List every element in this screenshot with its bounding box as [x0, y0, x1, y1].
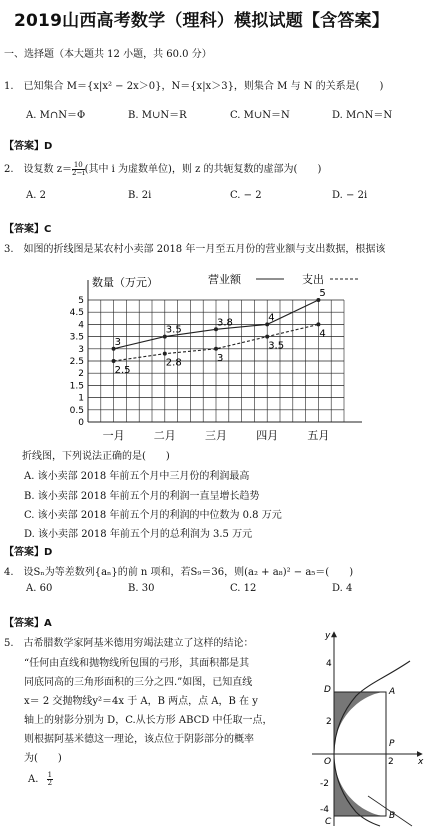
- question-5-line-2: “任何由直线和抛物线所包围的弓形，其面积都是其: [24, 658, 250, 669]
- q3-option-c: C. 该小卖部 2018 年前五个月的利润的中位数为 0.8 万元: [24, 510, 282, 521]
- q1-option-b: B. M∪N＝R: [128, 110, 187, 121]
- q1-option-c: C. M∪N＝N: [230, 110, 290, 121]
- y-tick-label: 3.5: [69, 332, 84, 343]
- question-5-line-5: 轴上的射影分别为 D，C.从长方形 ABCD 中任取一点，: [24, 715, 273, 726]
- parabola-figure: [308, 626, 426, 828]
- x-tick-label: 三月: [205, 429, 227, 442]
- question-3-text: 3. 如图的折线图是某农村小卖部 2018 年一月至五月份的营业额与支出数据，根据该: [4, 244, 386, 255]
- y-tick-label: 1.5: [69, 381, 84, 392]
- data-label-0: 3: [114, 336, 121, 348]
- point-b-label: B: [389, 811, 396, 821]
- data-label-1: 3.5: [268, 340, 285, 352]
- q2-option-d: D. − 2i: [332, 190, 368, 201]
- data-label-1: 2.5: [114, 365, 131, 376]
- data-label-0: 3.8: [217, 317, 233, 329]
- series-point-1: [265, 335, 269, 339]
- legend-label-expense: 支出: [302, 273, 324, 286]
- q4-option-d: D. 4: [332, 583, 353, 594]
- q4-option-b: B. 30: [128, 583, 155, 594]
- y-tick-label: 4: [78, 320, 84, 331]
- q3-answer: 【答案】D: [4, 547, 53, 558]
- x-tick-label: 四月: [256, 429, 279, 442]
- q5-option-a-den: 2: [47, 779, 53, 787]
- q1-option-a: A. M∩N＝Φ: [26, 110, 86, 121]
- q2-option-c: C. − 2: [230, 190, 262, 201]
- series-point-1: [163, 352, 167, 356]
- q3-option-b: B. 该小卖部 2018 年前五个月的利润一直呈增长趋势: [24, 491, 260, 502]
- q2-frac-den: 2−i: [72, 169, 85, 177]
- question-5-line-1: 5. 古希腊数学家阿基米德用穷竭法建立了这样的结论：: [4, 638, 254, 649]
- legend-label-revenue: 营业额: [208, 273, 241, 286]
- q5-option-a-fraction: [47, 772, 53, 787]
- y-tick-4: 4: [326, 659, 332, 669]
- point-d-label: D: [324, 685, 331, 695]
- y-tick-label: 4.5: [69, 308, 84, 319]
- q4-option-c: C. 12: [230, 583, 257, 594]
- y-axis-label: 数量（万元）: [92, 276, 158, 289]
- question-5-line-6: 则根据阿基米德这一理论，该点位于阴影部分的概率: [24, 734, 254, 745]
- question-4-text: 4. 设Sₙ为等差数列{aₙ}的前 n 项和，若S₉＝36，则(a₂ + a₈)² − a₅＝( ): [4, 567, 354, 578]
- q4-option-a: A. 60: [26, 583, 53, 594]
- q4-answer: 【答案】A: [4, 618, 52, 629]
- y-tick-label: 3: [78, 344, 84, 355]
- q2-suffix: (其中 i 为虚数单位)，则 z 的共轭复数的虚部为( ): [84, 164, 322, 175]
- y-tick-label: 0: [78, 418, 84, 428]
- y-tick-neg4: -4: [320, 805, 329, 815]
- y-tick-label: 1: [78, 393, 84, 404]
- q3-option-d: D. 该小卖部 2018 年前五个月的总利润为 3.5 万元: [24, 529, 253, 540]
- axis-label-y: y: [325, 631, 331, 641]
- data-label-1: 4: [319, 328, 326, 340]
- q5-option-a-num: 1: [47, 771, 53, 779]
- q2-prefix: 2. 设复数 z＝: [4, 164, 72, 175]
- question-2-text: [4, 160, 321, 177]
- x-tick-label: 一月: [102, 429, 125, 442]
- data-label-1: 3: [217, 352, 224, 364]
- series-point-1: [112, 359, 116, 363]
- q1-answer: 【答案】D: [4, 141, 53, 152]
- q2-option-b: B. 2i: [128, 190, 152, 201]
- origin-label: O: [324, 757, 332, 767]
- q2-answer: 【答案】C: [4, 224, 52, 235]
- question-5-line-7: 为( ): [24, 753, 62, 764]
- data-label-0: 4: [268, 312, 275, 324]
- data-label-0: 3.5: [165, 324, 182, 336]
- y-tick-neg2: -2: [320, 779, 329, 789]
- q2-frac-num: 10: [73, 161, 83, 169]
- q5-option-a-label: A.: [28, 774, 39, 785]
- x-tick-2: 2: [388, 757, 394, 767]
- q2-fraction: [72, 162, 85, 177]
- data-label-1: 2.8: [165, 357, 182, 369]
- y-tick-label: 2.5: [69, 357, 84, 367]
- x-tick-label: 五月: [307, 429, 330, 442]
- q5-option-a: [28, 772, 53, 787]
- question-5-line-4: x＝ 2 交抛物线y²＝4x 于 A，B 两点，点 A，B 在 y: [24, 696, 258, 707]
- point-c-label: C: [325, 817, 332, 827]
- q2-option-a: A. 2: [26, 190, 46, 201]
- line-chart: [58, 268, 378, 446]
- y-tick-2: 2: [326, 717, 332, 727]
- question-1-text: 1. 已知集合 M＝{x|x² − 2x＞0}，N＝{x|x＞3}，则集合 M 与 N 的关系是( ): [4, 81, 384, 92]
- question-5-line-3: 同底同高的三角形面积的三分之四.”如图，已知直线: [24, 677, 253, 688]
- section-header: 一、选择题（本大题共 12 小题，共 60.0 分）: [4, 49, 212, 60]
- point-p-label: P: [389, 739, 395, 749]
- x-tick-label: 二月: [153, 429, 176, 442]
- point-a-label: A: [389, 687, 396, 697]
- q1-option-d: D. M∩N＝N: [332, 110, 393, 121]
- q3-option-a: A. 该小卖部 2018 年前五个月中三月份的利润最高: [24, 471, 250, 482]
- y-tick-label: 0.5: [69, 405, 84, 416]
- shaded-region-top-fill: [334, 692, 386, 754]
- y-tick-label: 2: [78, 369, 84, 380]
- data-label-0: 5: [319, 288, 326, 299]
- axis-label-x: x: [418, 757, 424, 767]
- shaded-region-bottom-fill: [334, 754, 386, 816]
- series-point-1: [214, 347, 218, 351]
- page-title: 2019山西高考数学（理科）模拟试题【含答案】: [14, 11, 389, 31]
- series-point-1: [316, 322, 320, 326]
- question-3-text-2: 折线图，下列说法正确的是( ): [22, 451, 170, 462]
- y-tick-label: 5: [78, 296, 84, 306]
